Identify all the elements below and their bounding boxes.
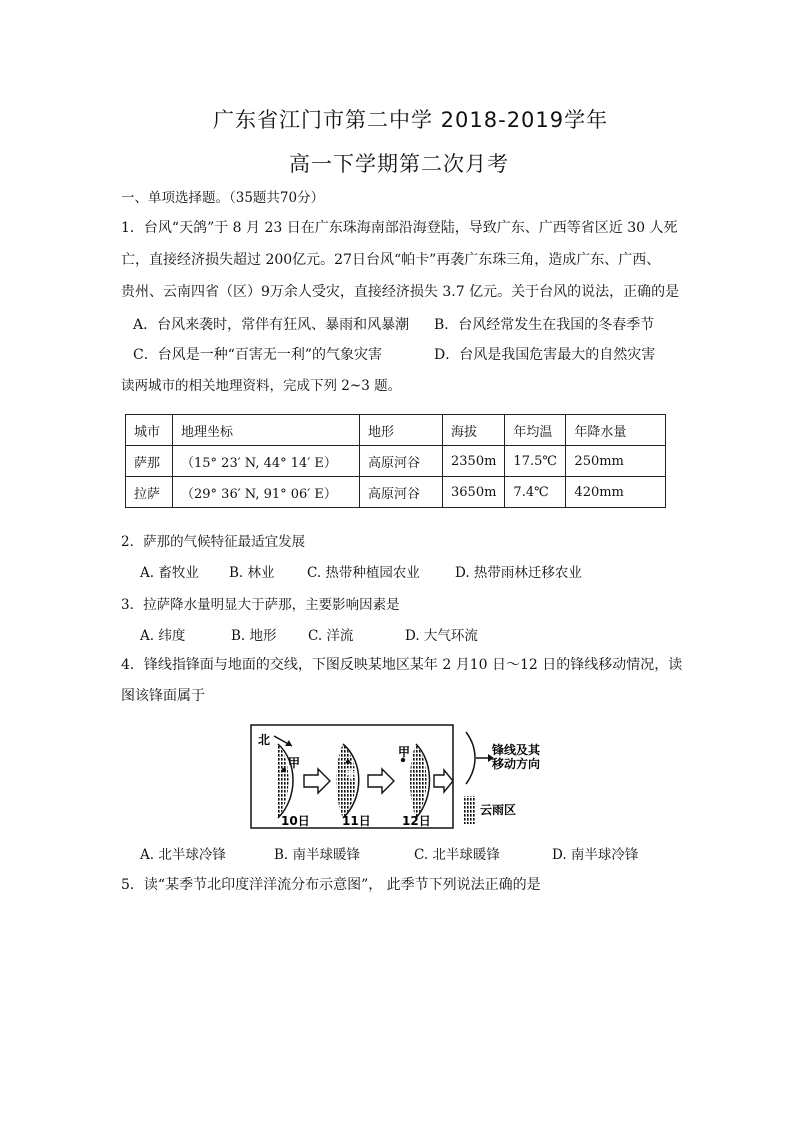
q1-line1: 1．台风“天鸽”于 8 月 23 日在广东珠海南部沿海登陆，导致广东、广西等省区近 30 人死 (121, 220, 678, 236)
doc-title-line2: 高一下学期第二次月考 (289, 152, 509, 176)
q4-option-c: C. 北半球暖锋 (414, 847, 500, 863)
q4-line2: 图该锋面属于 (121, 688, 205, 704)
day-label-11: 11日 (342, 814, 371, 828)
table-header-cell: 城市 (126, 415, 173, 446)
point-jia-day10 (282, 768, 286, 772)
q2-option-b: B. 林业 (229, 565, 275, 581)
movement-arrow-icon (434, 770, 453, 792)
table-cell: 250mm (566, 446, 666, 477)
front-movement-figure (248, 718, 548, 830)
section-heading: 一、单项选择题。（35题共70分） (121, 190, 325, 206)
table-cell: 420mm (566, 477, 666, 508)
table-header-cell: 海拔 (443, 415, 505, 446)
table-header-cell: 年降水量 (566, 415, 666, 446)
q4-option-b: B. 南半球暖锋 (274, 847, 361, 863)
legend-rain-text: 云雨区 (480, 803, 517, 817)
q1-option-d: D．台风是我国危害最大的自然灾害 (434, 347, 656, 363)
label-jia-day10: 甲 (288, 756, 301, 770)
q3-option-d: D. 大气环流 (405, 628, 478, 644)
q2-option-d: D. 热带雨林迁移农业 (455, 565, 582, 581)
table-cell: 3650m (443, 477, 505, 508)
table-cell: 2350m (443, 446, 505, 477)
table-header-cell: 地形 (360, 415, 443, 446)
label-jia-day12: 甲 (398, 745, 411, 759)
table-cell: 7.4℃ (505, 477, 566, 508)
q3-stem: 3．拉萨降水量明显大于萨那，主要影响因素是 (121, 597, 400, 613)
day-label-12: 12日 (402, 814, 431, 828)
q1-option-b: B．台风经常发生在我国的冬春季节 (434, 317, 655, 333)
q3-option-c: C. 洋流 (308, 628, 354, 644)
city-data-table (125, 414, 666, 508)
q2-stem: 2．萨那的气候特征最适宜发展 (121, 534, 306, 550)
table-cell: 高原河谷 (360, 477, 443, 508)
intro-q2-3: 读两城市的相关地理资料，完成下列 2~3 题。 (121, 378, 402, 394)
q1-option-a: A．台风来袭时，常伴有狂风、暴雨和风暴潮 (133, 317, 410, 333)
doc-title-line1: 广东省江门市第二中学 2018-2019学年 (213, 108, 609, 132)
table-header-row (126, 415, 666, 446)
table-header-cell: 地理坐标 (173, 415, 360, 446)
table-cell: （15° 23′ N, 44° 14′ E） (173, 446, 360, 477)
q4-option-a: A. 北半球冷锋 (140, 847, 226, 863)
q5-stem: 5．读“某季节北印度洋洋流分布示意图”， 此季节下列说法正确的是 (121, 877, 541, 893)
north-label: 北 (258, 733, 271, 747)
legend-rain-swatch (464, 796, 476, 824)
legend-front-line-icon (466, 732, 475, 784)
table-header-cell: 年均温 (505, 415, 566, 446)
table-cell: （29° 36′ N, 91° 06′ E） (173, 477, 360, 508)
legend-front-text-2: 移动方向 (492, 757, 541, 771)
day-label-10: 10日 (281, 814, 310, 828)
q3-option-b: B. 地形 (231, 628, 277, 644)
q3-option-a: A. 纬度 (140, 628, 186, 644)
table-cell: 高原河谷 (360, 446, 443, 477)
q2-option-a: A. 畜牧业 (140, 565, 199, 581)
table-row (126, 477, 666, 508)
q4-line1: 4．锋线指锋面与地面的交线，下图反映某地区某年 2 月10 日～12 日的锋线移动情况，读 (121, 657, 683, 673)
table-cell: 拉萨 (126, 477, 173, 508)
q1-line3: 贵州、云南四省（区）9万余人受灾，直接经济损失 3.7 亿元。关于台风的说法，正确的是 (121, 284, 680, 300)
legend-front-text-1: 锋线及其 (492, 743, 541, 757)
table-row (126, 446, 666, 477)
table-cell: 萨那 (126, 446, 173, 477)
table-cell: 17.5℃ (505, 446, 566, 477)
q2-option-c: C. 热带种植园农业 (307, 565, 420, 581)
point-jia-day11 (346, 760, 350, 764)
label-jia-day11: 甲 (345, 767, 358, 781)
q1-option-c: C．台风是一种“百害无一利”的气象灾害 (133, 347, 383, 363)
q1-line2: 亡，直接经济损失超过 200亿元。27日台风“帕卡”再袭广东珠三角，造成广东、广西、 (121, 252, 661, 268)
q4-option-d: D. 南半球冷锋 (552, 847, 639, 863)
movement-arrow-icon (304, 769, 330, 793)
movement-arrow-icon (368, 769, 394, 793)
